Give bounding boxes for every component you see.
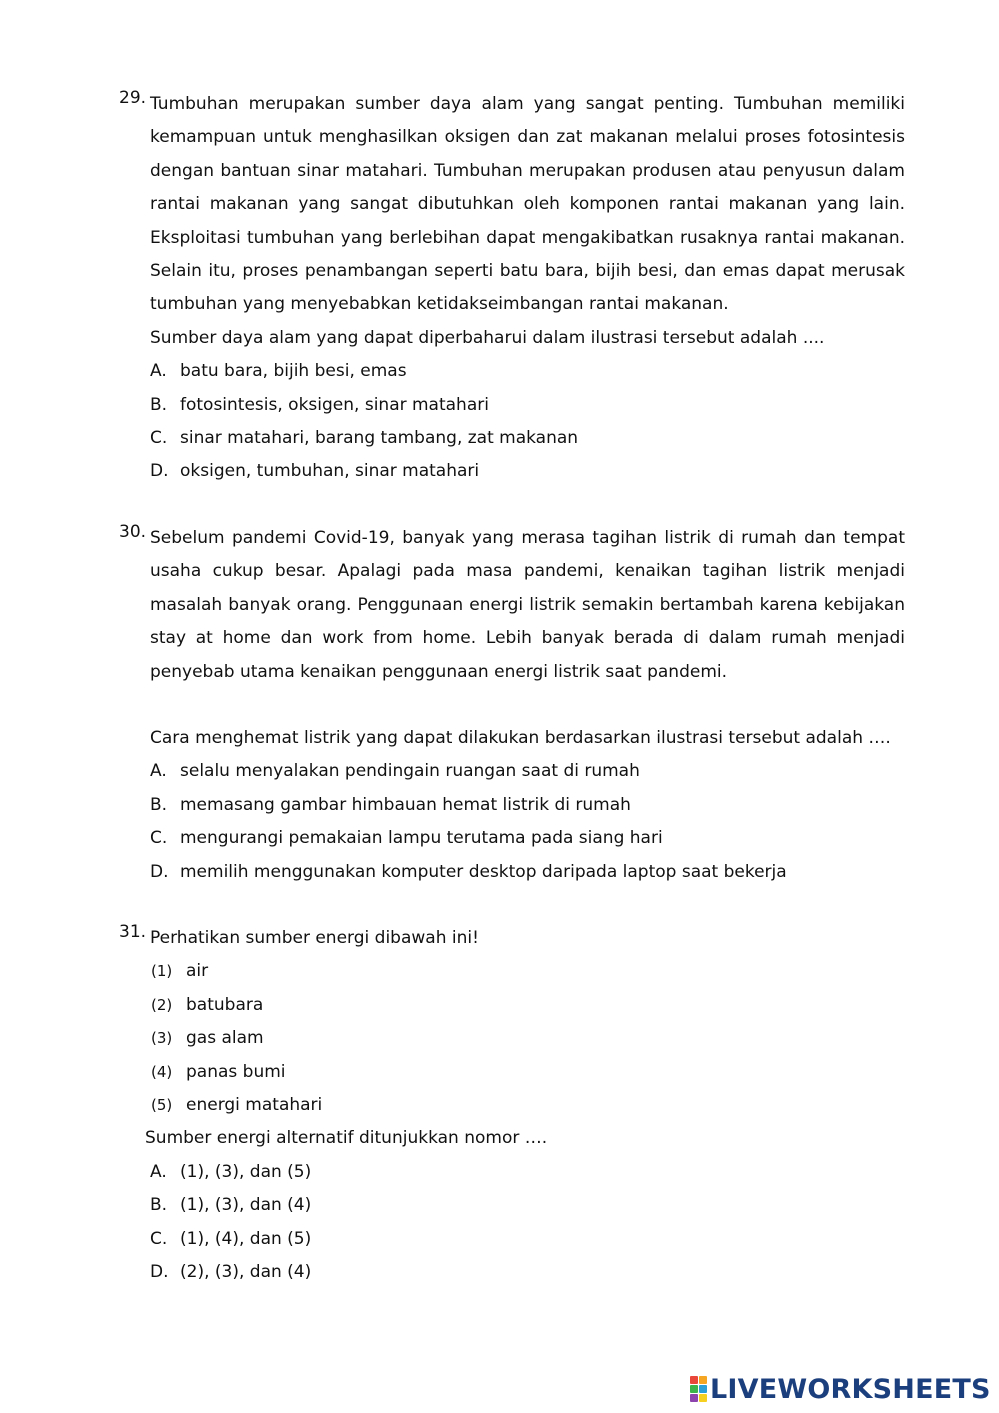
- option-text: sinar matahari, barang tambang, zat makanan: [180, 428, 579, 449]
- option-text: (1), (3), dan (5): [180, 1161, 312, 1182]
- answer-option-c[interactable]: [150, 422, 905, 455]
- list-item: [151, 1089, 905, 1122]
- item-number: (3): [151, 1029, 173, 1048]
- option-text: (1), (3), dan (4): [180, 1195, 312, 1216]
- option-text: batu bara, bijih besi, emas: [180, 361, 407, 382]
- item-text: panas bumi: [186, 1061, 286, 1082]
- option-key: D.: [150, 861, 169, 882]
- answer-option-d[interactable]: [150, 856, 905, 889]
- logo-square: [690, 1394, 698, 1402]
- answer-option-c[interactable]: [150, 1223, 905, 1256]
- answer-option-b[interactable]: [150, 1189, 905, 1222]
- logo-square: [699, 1394, 707, 1402]
- option-key: C.: [150, 828, 168, 849]
- question-31: [119, 922, 905, 1289]
- item-number: (1): [151, 962, 173, 981]
- answer-option-c[interactable]: [150, 822, 905, 855]
- logo-mark-icon: [690, 1376, 707, 1402]
- question-29: [119, 88, 905, 489]
- item-text: energi matahari: [186, 1094, 323, 1115]
- logo-square: [699, 1385, 707, 1393]
- question-passage: Sebelum pandemi Covid-19, banyak yang merasa tagihan listrik di rumah dan tempat usaha cukup besar. Apalagi pada masa pandemi, kenaikan tagihan listrik menjadi masalah banyak orang. Penggunaan energi listrik semakin bertambah karena kebijakan stay at home dan work from home. Lebih banyak berada di dalam rumah menjadi penyebab utama kenaikan penggunaan energi listrik saat pandemi.: [150, 528, 905, 682]
- option-text: oksigen, tumbuhan, sinar matahari: [180, 461, 480, 482]
- option-key: D.: [150, 461, 169, 482]
- answer-option-b[interactable]: [150, 789, 905, 822]
- question-number: 31.: [119, 922, 147, 942]
- question-stem: Sumber daya alam yang dapat diperbaharui dalam ilustrasi tersebut adalah ....: [150, 327, 825, 348]
- brand-name: LIVEWORKSHEETS: [710, 1373, 991, 1405]
- question-number: 29.: [119, 88, 147, 108]
- option-text: selalu menyalakan pendingain ruangan saat di rumah: [180, 761, 640, 782]
- answer-option-a[interactable]: [150, 355, 905, 388]
- logo-square: [690, 1376, 698, 1384]
- item-number: (4): [151, 1062, 173, 1081]
- option-text: fotosintesis, oksigen, sinar matahari: [180, 394, 489, 415]
- option-text: (2), (3), dan (4): [180, 1261, 312, 1282]
- answer-option-b[interactable]: [150, 389, 905, 422]
- list-item: [151, 1056, 905, 1089]
- option-key: B.: [150, 1195, 168, 1216]
- list-item: [151, 955, 905, 988]
- question-intro: Perhatikan sumber energi dibawah ini!: [150, 928, 479, 948]
- list-item: [151, 1022, 905, 1055]
- option-text: memilih menggunakan komputer desktop daripada laptop saat bekerja: [180, 861, 787, 882]
- option-text: memasang gambar himbauan hemat listrik di rumah: [180, 794, 631, 815]
- option-key: D.: [150, 1261, 169, 1282]
- item-text: air: [186, 961, 209, 982]
- answer-option-a[interactable]: [150, 755, 905, 788]
- option-key: B.: [150, 394, 168, 415]
- option-key: A.: [150, 761, 167, 782]
- option-text: mengurangi pemakaian lampu terutama pada siang hari: [180, 828, 663, 849]
- option-key: C.: [150, 1228, 168, 1249]
- item-number: (5): [151, 1095, 173, 1114]
- item-text: batubara: [186, 994, 264, 1015]
- logo-square: [699, 1376, 707, 1384]
- item-number: (2): [151, 995, 173, 1014]
- item-text: gas alam: [186, 1028, 264, 1049]
- liveworksheets-logo: [690, 1372, 991, 1406]
- option-key: A.: [150, 361, 167, 382]
- question-30: [119, 522, 905, 889]
- energy-source-list: [151, 955, 905, 1122]
- answer-option-d[interactable]: [150, 455, 905, 488]
- question-stem: Cara menghemat listrik yang dapat dilakukan berdasarkan ilustrasi tersebut adalah ….: [150, 728, 891, 749]
- list-item: [151, 989, 905, 1022]
- option-key: C.: [150, 428, 168, 449]
- question-stem: Sumber energi alternatif ditunjukkan nomor ….: [145, 1128, 548, 1149]
- option-text: (1), (4), dan (5): [180, 1228, 312, 1249]
- answer-option-a[interactable]: [150, 1156, 905, 1189]
- question-passage: Tumbuhan merupakan sumber daya alam yang sangat penting. Tumbuhan memiliki kemampuan untuk menghasilkan oksigen dan zat makanan melalui proses fotosintesis dengan bantuan sinar matahari. Tumbuhan merupakan produsen atau penyusun dalam rantai makanan yang sangat dibutuhkan oleh komponen rantai makanan yang lain. Eksploitasi tumbuhan yang berlebihan dapat mengakibatkan rusaknya rantai makanan. Selain itu, proses penambangan seperti batu bara, bijih besi, dan emas dapat merusak tumbuhan yang menyebabkan ketidakseimbangan rantai makanan.: [150, 94, 905, 315]
- option-key: A.: [150, 1161, 167, 1182]
- option-key: B.: [150, 794, 168, 815]
- question-number: 30.: [119, 522, 147, 542]
- logo-square: [690, 1385, 698, 1393]
- answer-option-d[interactable]: [150, 1256, 905, 1289]
